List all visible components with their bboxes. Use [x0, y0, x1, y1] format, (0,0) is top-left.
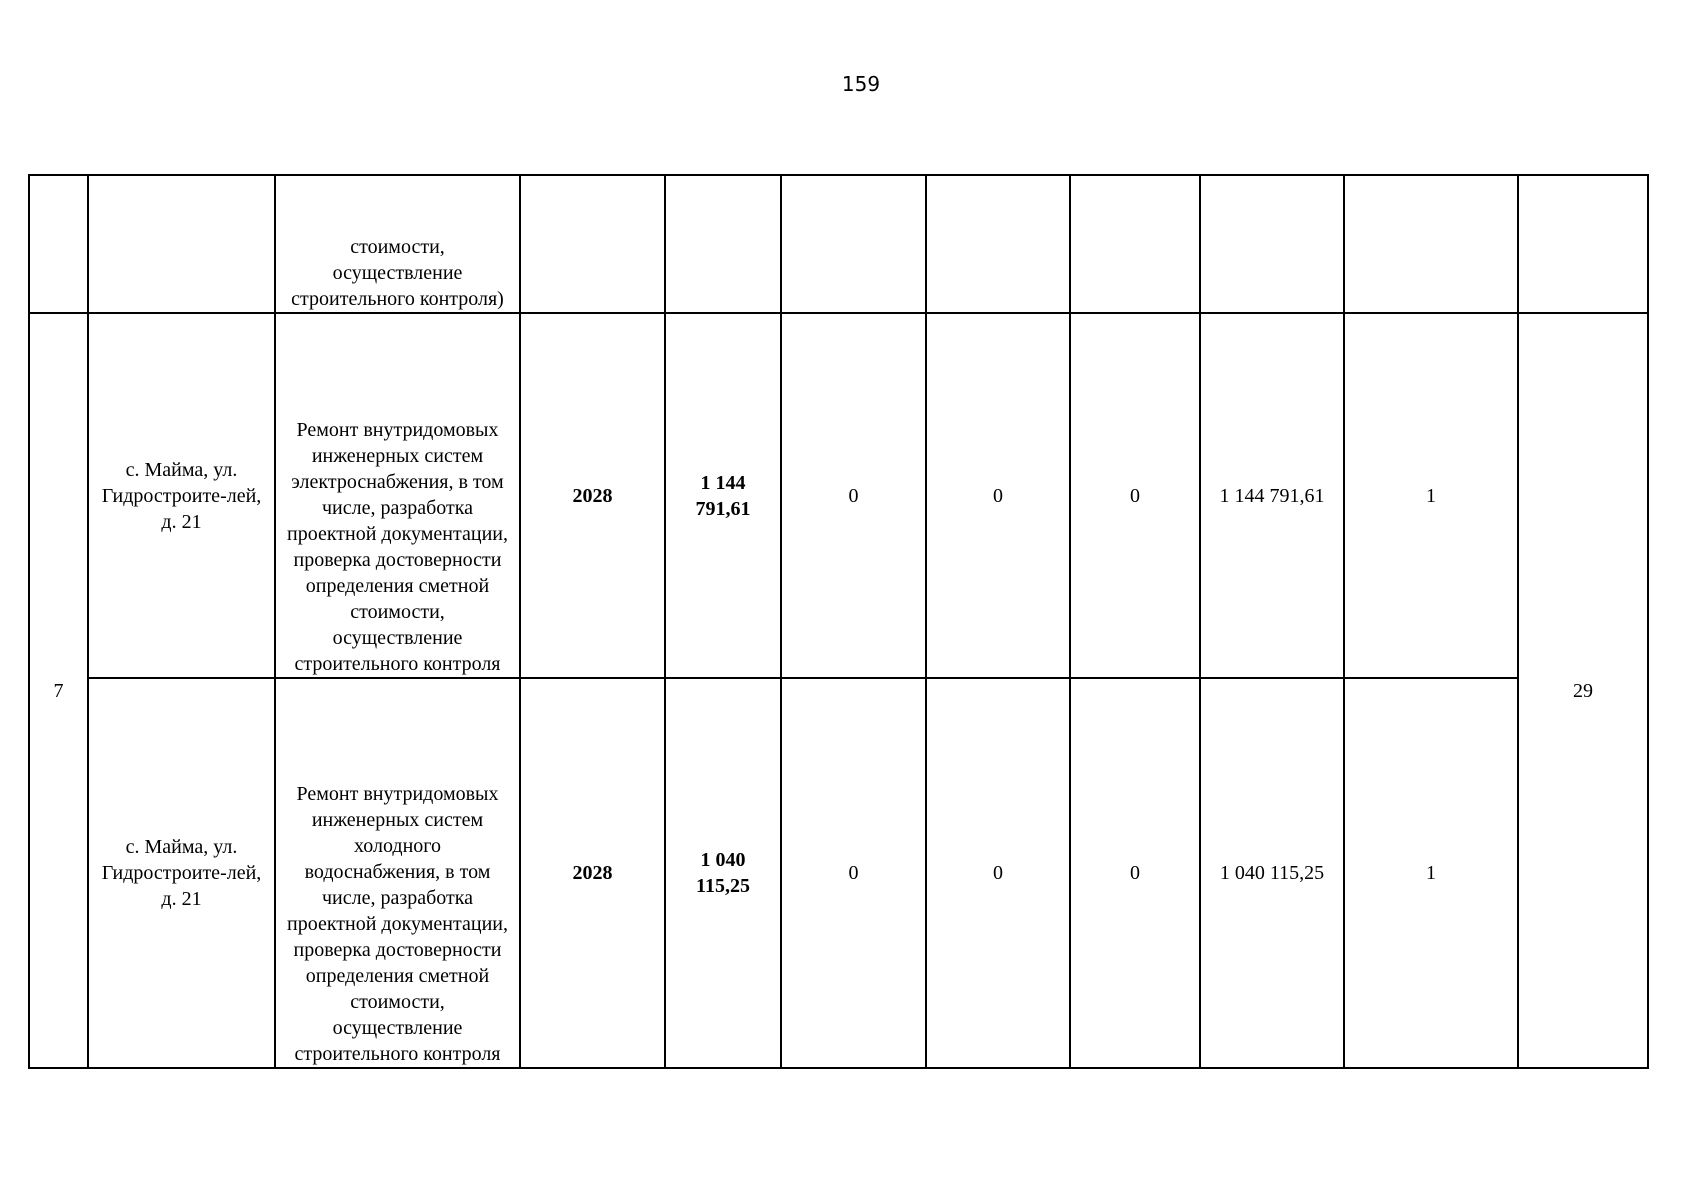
table-row: [29, 313, 1648, 678]
cell-address: [88, 175, 275, 313]
cell-description: Ремонт внутридомовых инженерных систем электроснабжения, в том числе, разработка проектной документации, проверка достоверности определения сметной стоимости, осуществление строительного контроля: [275, 313, 520, 678]
cell-address: с. Майма, ул. Гидростроите-лей, д. 21: [88, 678, 275, 1068]
cell-col-c: [1070, 175, 1200, 313]
cell-row-no: 7: [29, 313, 88, 1068]
cell-description: стоимости, осуществление строительного контроля): [275, 175, 520, 313]
cell-count: 1: [1344, 678, 1518, 1068]
cell-group-total: [1518, 175, 1648, 313]
cell-total: 1 040 115,25: [665, 678, 781, 1068]
cell-col-a: 0: [781, 678, 926, 1068]
cell-year: [520, 175, 665, 313]
cell-col-b: [926, 175, 1070, 313]
cell-year: 2028: [520, 678, 665, 1068]
cell-col-d: [1200, 175, 1344, 313]
continuation-row: [29, 175, 1648, 313]
cell-col-d: 1 040 115,25: [1200, 678, 1344, 1068]
cell-count: 1: [1344, 313, 1518, 678]
cell-row-no: [29, 175, 88, 313]
cell-description: Ремонт внутридомовых инженерных систем холодного водоснабжения, в том числе, разработка проектной документации, проверка достоверности определения сметной стоимости, осуществление строительного контроля: [275, 678, 520, 1068]
cell-year: 2028: [520, 313, 665, 678]
cell-col-c: 0: [1070, 313, 1200, 678]
cell-total: 1 144 791,61: [665, 313, 781, 678]
cell-col-d: 1 144 791,61: [1200, 313, 1344, 678]
works-table: [28, 174, 1649, 1069]
cell-col-c: 0: [1070, 678, 1200, 1068]
cell-col-b: 0: [926, 313, 1070, 678]
cell-col-a: [781, 175, 926, 313]
table-row: [29, 678, 1648, 1068]
cell-col-b: 0: [926, 678, 1070, 1068]
cell-group-total: 29: [1518, 313, 1648, 1068]
cell-col-a: 0: [781, 313, 926, 678]
cell-address: с. Майма, ул. Гидростроите-лей, д. 21: [88, 313, 275, 678]
cell-count: [1344, 175, 1518, 313]
cell-total: [665, 175, 781, 313]
page-number: 159: [841, 72, 881, 96]
